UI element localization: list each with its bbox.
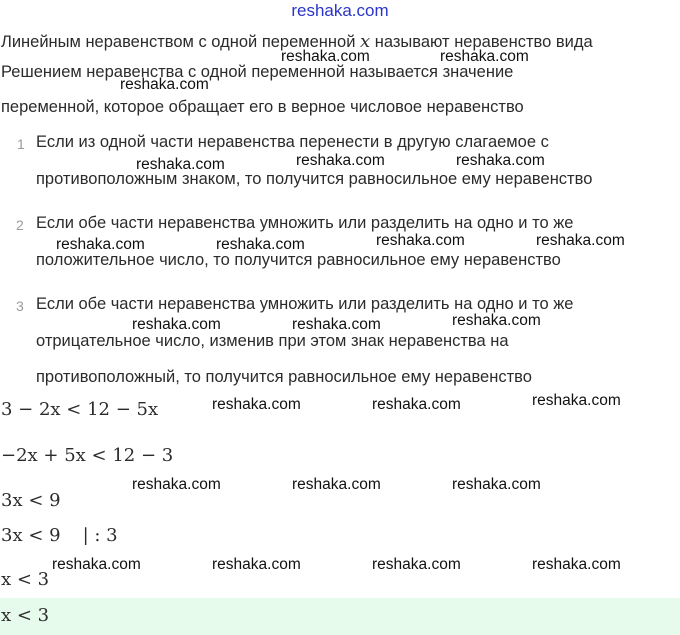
answer-box [0,598,680,635]
watermark: reshaka.com [532,392,621,409]
watermark: reshaka.com [56,236,145,253]
watermark: reshaka.com [212,556,301,573]
watermark: reshaka.com [136,156,225,173]
solution-step-4 [1,525,118,546]
watermark: reshaka.com [440,48,529,65]
rule-2-line-1: Если обе части неравенства умножить или разделить на одно и то же [36,214,574,232]
watermark: reshaka.com [536,232,625,249]
watermark: reshaka.com [52,556,141,573]
watermark: reshaka.com [372,556,461,573]
rule-3-line-3: противоположный, то получится равносильное ему неравенство [36,368,532,386]
watermark: reshaka.com [281,48,370,65]
watermark: reshaka.com [132,476,221,493]
watermark: reshaka.com [296,152,385,169]
watermark: reshaka.com [456,152,545,169]
rule-1-line-2: противоположным знаком, то получится равносильное ему неравенство [36,170,593,188]
watermark: reshaka.com [532,556,621,573]
definition-solution-line-1: Решением неравенства с одной переменной называется значение [1,63,514,81]
rule-number: 2 [16,217,24,233]
watermark: reshaka.com [452,476,541,493]
watermark: reshaka.com [372,396,461,413]
site-title[interactable]: reshaka.com [291,1,389,20]
rule-2-line-2: положительное число, то получится равносильное ему неравенство [36,251,561,269]
rule-3-line-1: Если обе части неравенства умножить или разделить на одно и то же [36,295,574,313]
rule-1-line-1: Если из одной части неравенства перенести в другую слагаемое с [36,133,549,151]
solution-step-5: x < 3 [1,569,50,590]
solution-step-2: −2x + 5x < 12 − 3 [1,445,174,466]
solution-step-1: 3 − 2x < 12 − 5x [1,399,159,420]
rule-number: 1 [17,136,25,152]
watermark: reshaka.com [292,316,381,333]
answer: x < 3 [1,605,50,626]
solution-step-4-inequality: 3x < 9 [1,525,61,546]
watermark: reshaka.com [132,316,221,333]
variable-x: x [360,31,371,52]
solution-step-3: 3x < 9 [1,490,61,511]
watermark: reshaka.com [212,396,301,413]
watermark: reshaka.com [376,232,465,249]
watermark: reshaka.com [216,236,305,253]
definition-solution-line-2: переменной, которое обращает его в верное числовое неравенство [1,98,524,116]
definition-text-end: называют неравенство вида [370,33,593,51]
rule-3-line-2: отрицательное число, изменив при этом знак неравенства на [36,332,509,350]
watermark: reshaka.com [120,76,209,93]
definition-text-start: Линейным неравенством с одной переменной [1,33,361,51]
watermark: reshaka.com [452,312,541,329]
watermark: reshaka.com [292,476,381,493]
rule-number: 3 [16,298,24,314]
division-note: | : 3 [82,525,118,546]
